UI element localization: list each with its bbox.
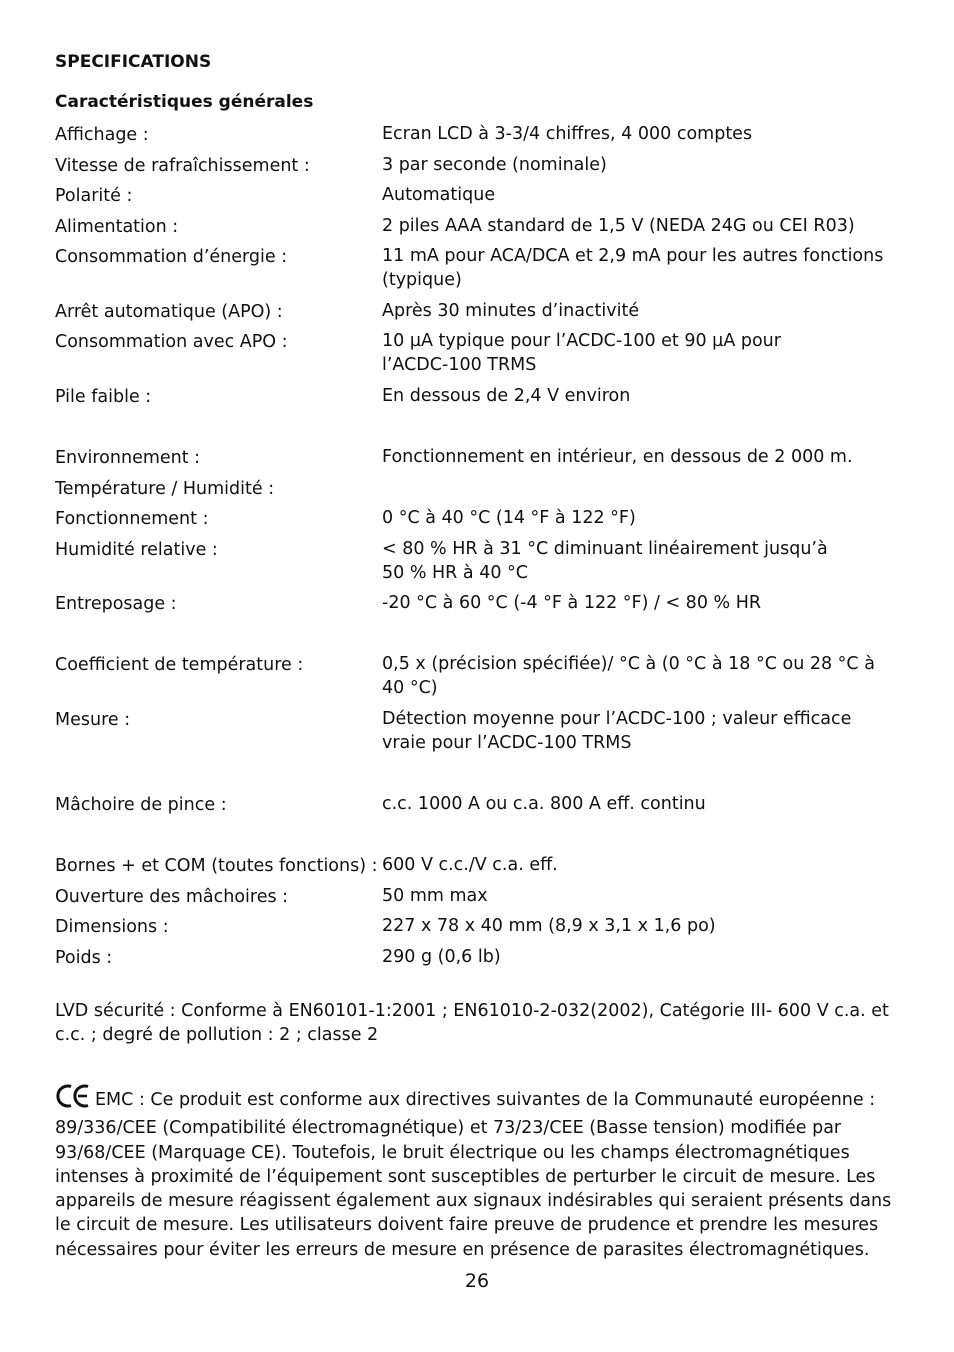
- spec-label-operating: Fonctionnement :: [55, 509, 209, 529]
- spec-label-temperature-coefficient: Coefficient de température :: [55, 655, 304, 675]
- spec-value-refresh-rate: 3 par seconde (nominale): [382, 155, 607, 175]
- spec-value-jaw-opening: 50 mm max: [382, 886, 488, 906]
- spec-label-dimensions: Dimensions :: [55, 917, 169, 937]
- spec-value-terminals: 600 V c.c./V c.a. eff.: [382, 855, 558, 875]
- spec-label-relative-humidity: Humidité relative :: [55, 540, 218, 560]
- page-title: SPECIFICATIONS: [55, 52, 212, 72]
- spec-label-display: Affichage :: [55, 125, 149, 145]
- spec-label-terminals: Bornes + et COM (toutes fonctions) :: [55, 856, 378, 876]
- spec-label-refresh-rate: Vitesse de rafraîchissement :: [55, 156, 310, 176]
- spec-label-polarity: Polarité :: [55, 186, 133, 206]
- spec-label-apo-consumption: Consommation avec APO :: [55, 332, 288, 352]
- spec-value-operating: 0 °C à 40 °C (14 °F à 122 °F): [382, 508, 636, 528]
- spec-label-clamp-jaw: Mâchoire de pince :: [55, 795, 227, 815]
- page-number: 26: [464, 1270, 490, 1292]
- spec-label-measurement: Mesure :: [55, 710, 131, 730]
- spec-value-low-battery: En dessous de 2,4 V environ: [382, 386, 631, 406]
- spec-label-temperature-humidity: Température / Humidité :: [55, 479, 275, 499]
- spec-value-display: Ecran LCD à 3-3/4 chiffres, 4 000 comptes: [382, 124, 753, 144]
- spec-label-low-battery: Pile faible :: [55, 387, 152, 407]
- emc-paragraph-text: EMC : Ce produit est conforme aux directives suivantes de la Communauté européenne : 89/336/CEE (Compatibilité électromagnétique) et 73/23/CEE (Basse tension) modifiée par 93/68/CEE (Marquage CE). Toutefois, le bruit électrique ou les champs électromagnétiques intenses à proximité de l’équipement sont susceptibles de perturber le circuit de mesure. Les appareils de mesure réagissent également aux signaux indésirables qui seraient présents dans le circuit de mesure. Les utilisateurs doivent faire preuve de prudence et prendre les mesures nécessaires pour éviter les erreurs de mesure en présence de parasites électromagnétiques.: [55, 1090, 892, 1260]
- emc-paragraph: [55, 1083, 905, 1262]
- spec-value-environment: Fonctionnement en intérieur, en dessous de 2 000 m.: [382, 447, 853, 467]
- spec-value-weight: 290 g (0,6 lb): [382, 947, 501, 967]
- spec-value-dimensions: 227 x 78 x 40 mm (8,9 x 3,1 x 1,6 po): [382, 916, 716, 936]
- spec-value-relative-humidity: < 80 % HR à 31 °C diminuant linéairement jusqu’à 50 % HR à 40 °C: [382, 539, 828, 583]
- spec-value-polarity: Automatique: [382, 185, 496, 205]
- spec-label-jaw-opening: Ouverture des mâchoires :: [55, 887, 289, 907]
- spec-label-auto-power-off: Arrêt automatique (APO) :: [55, 302, 283, 322]
- spec-label-environment: Environnement :: [55, 448, 201, 468]
- spec-value-power-consumption: 11 mA pour ACA/DCA et 2,9 mA pour les autres fonctions (typique): [382, 246, 884, 290]
- spec-label-weight: Poids :: [55, 948, 113, 968]
- spec-value-power-supply: 2 piles AAA standard de 1,5 V (NEDA 24G ou CEI R03): [382, 216, 855, 236]
- spec-value-temperature-coefficient: 0,5 x (précision spécifiée)/ °C à (0 °C à 18 °C ou 28 °C à 40 °C): [382, 654, 875, 698]
- section-heading: Caractéristiques générales: [55, 92, 314, 112]
- spec-label-power-consumption: Consommation d’énergie :: [55, 247, 288, 267]
- spec-value-clamp-jaw: c.c. 1000 A ou c.a. 800 A eff. continu: [382, 794, 706, 814]
- spec-value-apo-consumption: 10 µA typique pour l’ACDC-100 et 90 µA pour l’ACDC-100 TRMS: [382, 331, 781, 375]
- spec-value-auto-power-off: Après 30 minutes d’inactivité: [382, 301, 640, 321]
- lvd-safety-paragraph: LVD sécurité : Conforme à EN60101-1:2001 ; EN61010-2-032(2002), Catégorie III- 600 V c.a. et c.c. ; degré de pollution : 2 ; classe 2: [55, 1001, 889, 1046]
- spec-label-storage: Entreposage :: [55, 594, 177, 614]
- ce-mark-icon: [55, 1083, 93, 1116]
- spec-value-measurement: Détection moyenne pour l’ACDC-100 ; valeur efficace vraie pour l’ACDC-100 TRMS: [382, 709, 852, 753]
- spec-label-power-supply: Alimentation :: [55, 217, 179, 237]
- spec-value-storage: -20 °C à 60 °C (-4 °F à 122 °F) / < 80 % HR: [382, 593, 762, 613]
